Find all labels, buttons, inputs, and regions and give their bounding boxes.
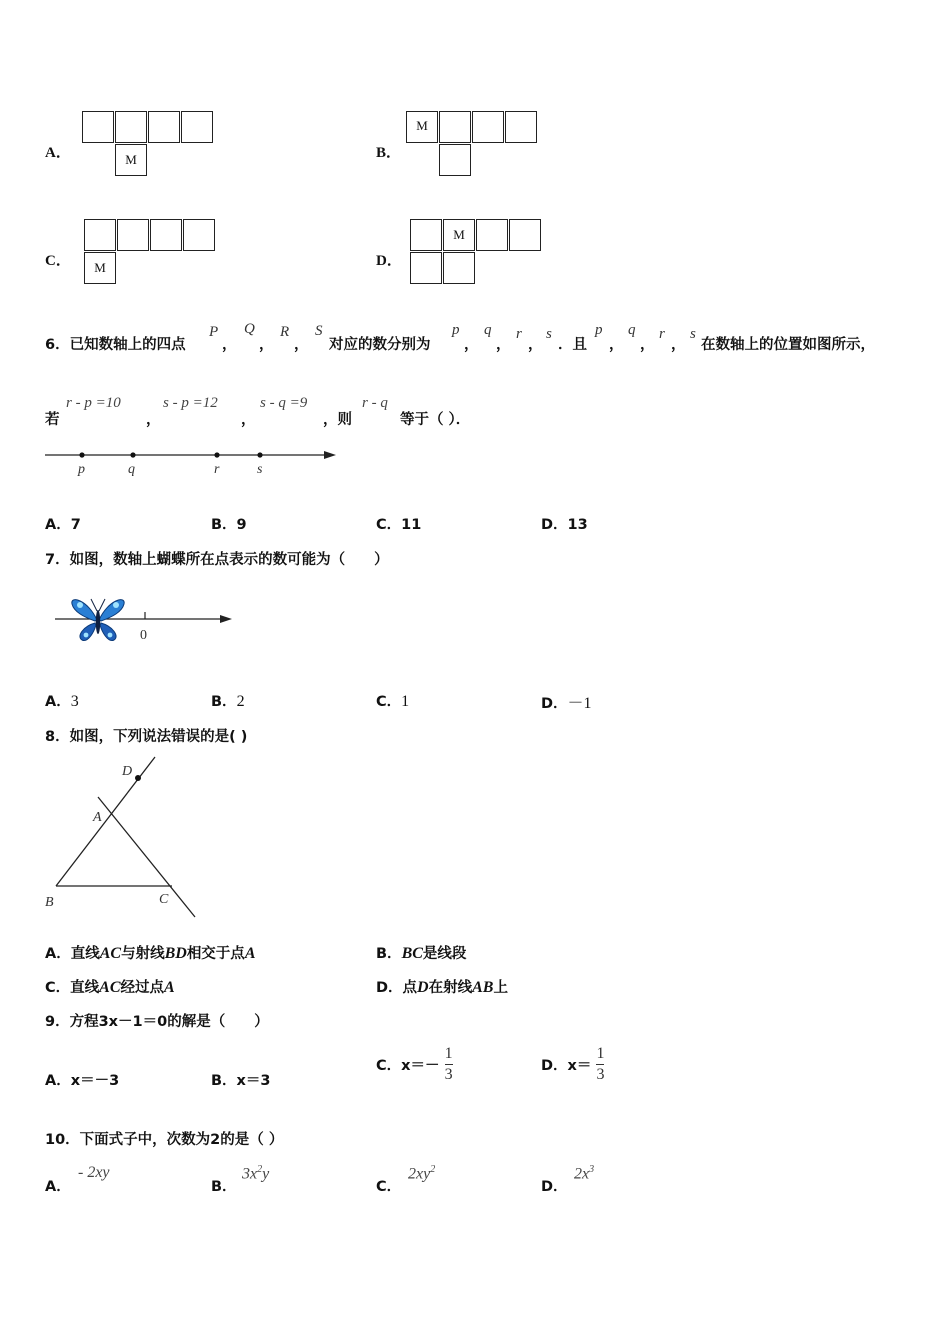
zero-label: 0	[140, 628, 147, 643]
label-A: A	[93, 810, 102, 825]
q8-triangle-figure	[40, 755, 210, 925]
option-var: BC	[401, 945, 423, 962]
label-C: C	[159, 892, 169, 907]
option-var: A	[244, 945, 256, 962]
option-var: A	[164, 979, 175, 996]
var-p: p	[595, 322, 603, 338]
option-value: －1	[567, 695, 592, 712]
q6-text5: 等于（ ）．	[400, 412, 471, 428]
net-cell	[84, 219, 116, 251]
comma: ，	[464, 337, 479, 353]
net-cell-m: M	[84, 252, 116, 284]
comma: ，	[609, 337, 624, 353]
option-text: 上	[493, 980, 508, 996]
option-text: A．直线	[45, 946, 100, 962]
dot-q	[130, 452, 135, 457]
dot-p	[79, 452, 84, 457]
line-AC	[98, 797, 195, 917]
expr-tail: y	[262, 1165, 270, 1183]
net-cell	[181, 111, 213, 143]
net-cell	[410, 219, 442, 251]
q6-ze: ，则	[323, 412, 352, 428]
q6-option-a[interactable]: A．7	[45, 517, 81, 533]
var-r: r	[659, 326, 665, 342]
q6-option-d[interactable]: D．13	[541, 517, 588, 533]
net-cell	[439, 144, 471, 176]
q9-option-d[interactable]	[541, 1045, 604, 1084]
q5-option-b-label: B．	[376, 145, 402, 161]
q6-expr: r - q	[362, 395, 388, 411]
q7-option-c[interactable]	[376, 690, 409, 711]
axis-label-p: p	[78, 462, 85, 477]
frac-num: 1	[444, 1045, 453, 1062]
option-label: B．	[211, 694, 237, 710]
fraction-one-third	[596, 1045, 604, 1084]
q8-option-b[interactable]	[376, 942, 466, 963]
var-r: r	[516, 326, 522, 342]
expr-exponent: 2	[430, 1164, 436, 1175]
var-p: p	[452, 322, 460, 338]
net-cell-m: M	[406, 111, 438, 143]
net-cell	[476, 219, 508, 251]
frac-num: 1	[596, 1045, 605, 1062]
q10-option-c-expr	[408, 1164, 435, 1183]
option-text: 是线段	[422, 946, 467, 962]
q7-text: 7．如图，数轴上蝴蝶所在点表示的数可能为（ ）	[45, 552, 389, 568]
var-s: s	[546, 326, 552, 342]
expr-base: 3x	[242, 1165, 258, 1183]
net-cell	[117, 219, 149, 251]
option-text: D．x＝	[541, 1058, 592, 1074]
q8-option-d[interactable]	[376, 976, 508, 997]
q7-option-d[interactable]	[541, 690, 592, 713]
option-value: 2	[236, 693, 245, 710]
q6-text2: 对应的数分别为	[329, 337, 431, 353]
point-S: S	[315, 323, 323, 339]
expr-exponent: 3	[589, 1164, 595, 1175]
option-text: 在射线	[428, 980, 473, 996]
net-cell	[439, 111, 471, 143]
option-label: C．	[376, 694, 402, 710]
q8-text: 8．如图，下列说法错误的是( )	[45, 729, 248, 745]
q10-text: 10．下面式子中，次数为2的是（ ）	[45, 1132, 284, 1148]
comma: ，	[671, 337, 686, 353]
q8-option-c[interactable]	[45, 976, 175, 997]
option-label: A．	[45, 694, 71, 710]
frac-den: 3	[596, 1066, 605, 1083]
option-var: D	[417, 979, 429, 996]
comma: ，	[640, 337, 655, 353]
option-text: 经过点	[120, 980, 164, 996]
arrow-head-icon	[324, 451, 336, 459]
q10-option-b-expr	[242, 1164, 269, 1183]
option-text: B．	[376, 946, 402, 962]
axis-label-q: q	[128, 462, 135, 477]
q5-option-a-label: A．	[45, 145, 71, 161]
point-P: P	[209, 324, 219, 340]
net-cell	[148, 111, 180, 143]
q6-option-b[interactable]: B．9	[211, 517, 247, 533]
option-label: D．	[541, 696, 568, 712]
option-var: AC	[99, 945, 122, 962]
net-cell-m: M	[443, 219, 475, 251]
dot-s	[257, 452, 262, 457]
net-cell	[150, 219, 182, 251]
axis-label-r: r	[214, 462, 220, 477]
expr-base: 2x	[574, 1165, 590, 1183]
label-D: D	[122, 764, 133, 779]
q10-option-a-expr: - 2xy	[78, 1164, 110, 1181]
q9-text: 9．方程3x－1＝0的解是（ ）	[45, 1014, 269, 1030]
q9-option-c[interactable]	[376, 1045, 453, 1084]
point-R: R	[280, 324, 290, 340]
dot-r	[214, 452, 219, 457]
option-var: AB	[472, 979, 494, 996]
option-text: 相交于点	[186, 946, 245, 962]
option-text: D．点	[376, 980, 418, 996]
option-var: AC	[99, 979, 121, 996]
q10-option-d-expr	[574, 1164, 594, 1183]
comma: ，	[528, 337, 543, 353]
q6-text4: 在数轴上的位置如图所示，	[701, 337, 875, 353]
q6-text3: ．且	[558, 337, 587, 353]
frac-den: 3	[444, 1066, 453, 1083]
q7-option-b[interactable]	[211, 690, 245, 711]
q6-ruo: 若	[45, 412, 60, 428]
comma: ，	[146, 412, 161, 428]
q6-number-line	[40, 440, 350, 480]
comma: ，	[222, 337, 237, 353]
q5-option-c-label: C．	[45, 253, 71, 269]
net-cell	[472, 111, 504, 143]
q6-option-c[interactable]: C．11	[376, 517, 422, 533]
q9-option-b[interactable]: B．x＝3	[211, 1073, 271, 1089]
option-value: 3	[70, 693, 79, 710]
comma: ，	[496, 337, 511, 353]
option-var: BD	[164, 945, 187, 962]
q6-text1: 已知数轴上的四点	[69, 337, 186, 353]
point-D-dot	[135, 775, 141, 781]
net-cell	[505, 111, 537, 143]
var-q: q	[628, 322, 636, 338]
label-B: B	[45, 895, 54, 910]
q7-number-line	[50, 590, 240, 650]
q9-option-a[interactable]: A．x＝－3	[45, 1073, 120, 1089]
option-value: 1	[401, 693, 410, 710]
q7-option-a[interactable]	[45, 690, 79, 711]
net-cell	[509, 219, 541, 251]
q8-option-a[interactable]	[45, 942, 255, 963]
comma: ，	[259, 337, 274, 353]
net-cell	[82, 111, 114, 143]
axis-label-s: s	[257, 462, 263, 477]
option-text: 与射线	[121, 946, 165, 962]
q6-eq1: r - p =10	[66, 395, 121, 411]
q10-option-b-label[interactable]: B．	[211, 1179, 237, 1195]
net-cell-m: M	[115, 144, 147, 176]
fraction-one-third	[445, 1045, 453, 1084]
point-Q: Q	[244, 321, 255, 337]
q5-option-d-label: D．	[376, 253, 402, 269]
var-s: s	[690, 326, 696, 342]
net-cell	[410, 252, 442, 284]
var-q: q	[484, 322, 492, 338]
butterfly-icon	[72, 599, 124, 641]
comma: ，	[241, 412, 256, 428]
q10-option-a-label[interactable]: A．	[45, 1179, 71, 1195]
option-text: C．直线	[45, 980, 100, 996]
arrow-head-icon	[220, 615, 232, 623]
net-cell	[115, 111, 147, 143]
net-cell	[443, 252, 475, 284]
option-text: C．x＝－	[376, 1058, 440, 1074]
q6-eq2: s - p =12	[163, 395, 218, 411]
q6-number: 6．	[45, 337, 70, 353]
q10-option-d-label[interactable]: D．	[541, 1179, 568, 1195]
q6-eq3: s - q =9	[260, 395, 308, 411]
expr-exponent: 2	[257, 1164, 263, 1175]
q10-option-c-label[interactable]: C．	[376, 1179, 402, 1195]
expr-base: 2xy	[408, 1165, 431, 1183]
net-cell	[183, 219, 215, 251]
comma: ，	[294, 337, 309, 353]
q6-line1	[45, 333, 186, 354]
